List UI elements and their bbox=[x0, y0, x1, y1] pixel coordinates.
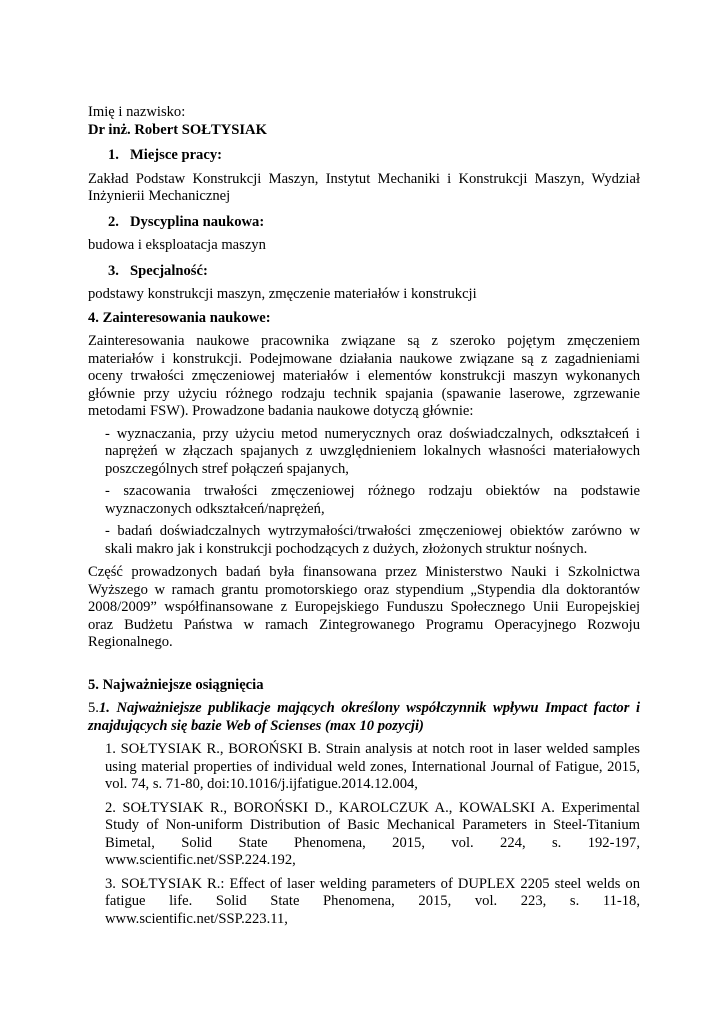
heading-text: Miejsce pracy: bbox=[130, 147, 222, 163]
publication-item: 2. SOŁTYSIAK R., BOROŃSKI D., KAROLCZUK A., KOWALSKI A. Experimental Study of Non-uniform Distribution of Basic Mechanical Parameters in Steel-Titanium Bimetal, Solid State Phenomena, 2015, vol. 224, s. 192-197, www.scientific.net/SSP.224.192, bbox=[105, 799, 640, 868]
specialty-text: podstawy konstrukcji maszyn, zmęczenie materiałów i konstrukcji bbox=[88, 286, 477, 302]
heading-number: 1. bbox=[108, 147, 119, 163]
document-content bbox=[88, 104, 640, 928]
workplace-text: Zakład Podstaw Konstrukcji Maszyn, Instytut Mechaniki i Konstrukcji Maszyn, Wydział Inżynierii Mechanicznej bbox=[88, 170, 640, 204]
publication-item: 3. SOŁTYSIAK R.: Effect of laser welding parameters of DUPLEX 2205 steel welds on fatigue life. Solid State Phenomena, 2015, vol. 223, s. 11-18, www.scientific.net/SSP.223.11, bbox=[105, 875, 640, 927]
subheading-lead: 5. bbox=[88, 700, 99, 716]
heading-text: Dyscyplina naukowa: bbox=[130, 213, 265, 230]
interests-intro: Zainteresowania naukowe pracownika związane są z szeroko pojętym zmęczeniem materiałów i konstrukcji. Podejmowane działania naukowe związane są z zagadnieniami oceny trwałości zmęczeniowej materiałów i elementów konstrukcji maszyn wykonanych głównie przy użyciu różnego rodzaju technik spajania (spawanie laserowe, zgrzewanie metodami FSW). Prowadzone badania naukowe dotyczą głównie: bbox=[88, 333, 640, 419]
heading-interests: 4. Zainteresowania naukowe: bbox=[88, 309, 271, 326]
list-item: - wyznaczania, przy użyciu metod numerycznych oraz doświadczalnych, odkształceń i naprężeń w złączach spajanych z uwzględnieniem lokalnych własności materiałowych poszczególnych stref połączeń spajanych, bbox=[105, 425, 640, 477]
heading-number: 3. bbox=[108, 262, 119, 279]
publication-item: 1. SOŁTYSIAK R., BOROŃSKI B. Strain analysis at notch root in laser welded samples using material properties of individual weld zones, International Journal of Fatigue, 2015, vol. 74, s. 71-80, doi:10.1016/j.ijfatigue.2014.12.004, bbox=[105, 741, 640, 792]
heading-specialty bbox=[88, 263, 640, 281]
heading-discipline bbox=[88, 214, 640, 232]
funding-text: Część prowadzonych badań była finansowana przez Ministerstwo Nauki i Szkolnictwa Wyższego w ramach grantu promotorskiego oraz stypendium „Stypendia dla doktorantów 2008/2009” współfinansowane z Europejskiego Funduszu Społecznego Unii Europejskiej oraz Budżetu Państwa w ramach Zintegrowanego Programu Operacyjnego Rozwoju Regionalnego. bbox=[88, 564, 640, 650]
subheading-text: 1. Najważniejsze publikacje mających określony współczynnik wpływu Impact factor i znajdujących się bazie Web of Scienses (max 10 pozycji) bbox=[88, 700, 640, 734]
heading-achievements: 5. Najważniejsze osiągnięcia bbox=[88, 676, 264, 693]
list-item: - szacowania trwałości zmęczeniowej różnego rodzaju obiektów na podstawie wyznaczonych odkształceń/naprężeń, bbox=[105, 483, 640, 517]
heading-text: Specjalność: bbox=[130, 262, 208, 279]
discipline-text: budowa i eksploatacja maszyn bbox=[88, 237, 266, 253]
heading-number: 2. bbox=[108, 213, 119, 230]
publications-subheading bbox=[88, 700, 640, 735]
name-label: Imię i nazwisko: bbox=[88, 104, 186, 120]
interests-list bbox=[88, 426, 640, 559]
person-name: Dr inż. Robert SOŁTYSIAK bbox=[88, 121, 267, 138]
heading-workplace bbox=[88, 147, 640, 165]
list-item: - badań doświadczalnych wytrzymałości/trwałości zmęczeniowej obiektów zarówno w skali makro jak i konstrukcji pochodzących z dużych, złożonych struktur nośnych. bbox=[105, 523, 640, 557]
